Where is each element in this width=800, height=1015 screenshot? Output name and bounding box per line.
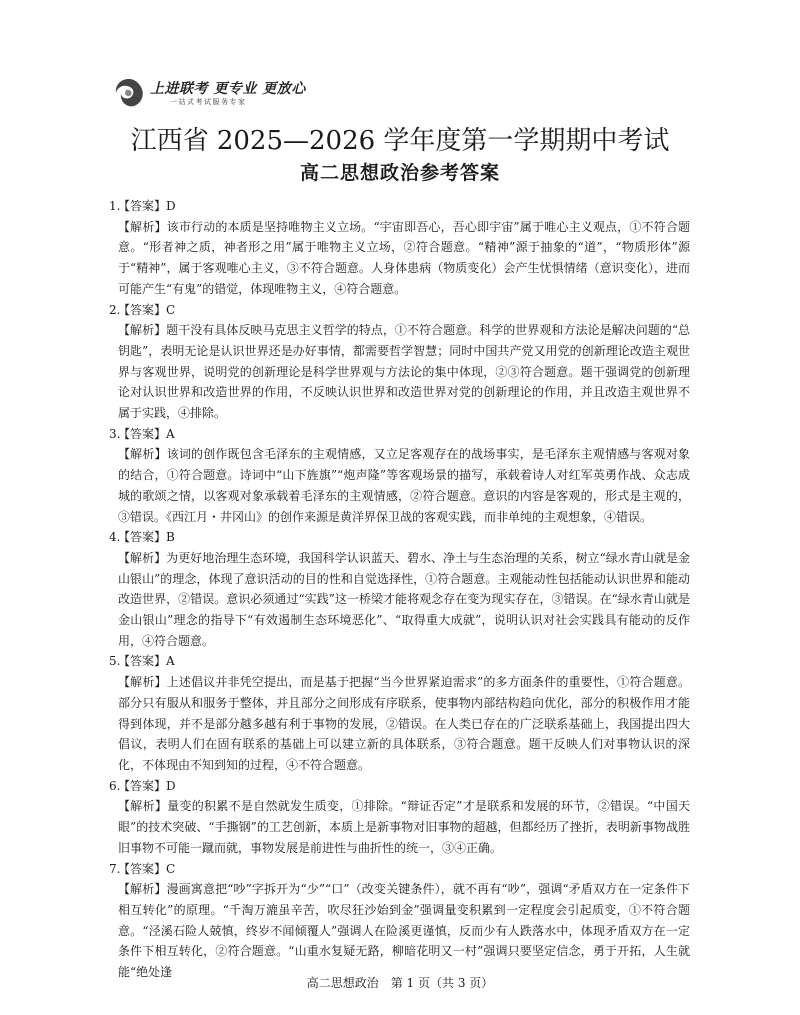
answer-item	[109, 651, 690, 775]
question-number: 3.	[109, 426, 121, 441]
document-title: 江西省 2025—2026 学年度第一学期期中考试	[130, 126, 670, 156]
answer-item	[109, 300, 690, 424]
answer-label: 【答案】A	[118, 654, 175, 669]
answer-explanation: 【解析】上述倡议并非凭空提出，而是基于把握“当今世界紧迫需求”的多方面条件的重要性，①符合题意。部分只有服从和服务于整体，并且部分之间形成有序联系，使事物内部结构趋向优化，部分的积极作用才能得到体现，并不是部分越多越有利于事物的发展，②错误。在人类已存在的广泛联系基础上，我国提出四大倡议，表明人们在固有联系的基础上可以建立新的具体联系，③符合题意。题干反映人们对事物认识的深化，不体现由不知到知的过程，④不符合题意。	[118, 675, 690, 772]
answer-label: 【答案】B	[118, 530, 175, 545]
question-number: 4.	[109, 530, 121, 545]
answer-item	[109, 776, 690, 859]
question-number: 6.	[109, 778, 121, 793]
answer-explanation: 【解析】题干没有具体反映马克思主义哲学的特点，①不符合题意。科学的世界观和方法论是解决问题的“总钥匙”，表明无论是认识世界还是办好事情，都需要哲学智慧；同时中国共产党又用党的创新理论改造主观世界与客观世界，说明党的创新理论是科学世界观与方法论的集中体现，②③符合题意。题干强调党的创新理论对认识世界和改造世界的作用，不反映认识世界和改造世界对党的创新理论的作用，并且改造主观世界不属于实践，④排除。	[118, 323, 690, 421]
publisher-logo	[112, 76, 312, 110]
answer-label: 【答案】C	[118, 302, 176, 317]
answer-explanation: 【解析】该市行动的本质是坚持唯物主义立场。“宇宙即吾心，吾心即宇宙”属于唯心主义观点，①不符合题意。“形者神之质，神者形之用”属于唯物主义立场，②符合题意。“精神”源于抽象的“道”，“物质形体”源于“精神”，属于客观唯心主义，③不符合题意。人身体患病（物质变化）会产生忧惧情绪（意识变化），进而可能产生“有鬼”的错觉，体现唯物主义，④符合题意。	[118, 219, 690, 296]
answer-item	[109, 424, 690, 528]
question-number: 2.	[109, 302, 121, 317]
question-number: 7.	[109, 861, 121, 876]
answer-label: 【答案】C	[118, 861, 176, 876]
answer-label: 【答案】D	[118, 778, 176, 793]
logo-slogan: 上进联考 更专业 更放心	[150, 81, 306, 97]
swirl-logo-icon	[112, 76, 146, 110]
answer-label: 【答案】D	[118, 199, 176, 213]
answer-item	[109, 196, 690, 300]
logo-subline: 一站式考试服务专家	[170, 98, 247, 106]
answer-explanation: 【解析】量变的积累不是自然就发生质变，①排除。“辩证否定”才是联系和发展的环节，②错误。“中国天眼”的技术突破、“手撕钢”的工艺创新，本质上是新事物对旧事物的超越，但都经历了挫折，表明新事物战胜旧事物不可能一蹴而就，事物发展是前进性与曲折性的统一，③④正确。	[118, 799, 690, 855]
answer-label: 【答案】A	[118, 426, 175, 441]
question-number: 5.	[109, 654, 121, 669]
question-number: 1.	[109, 199, 121, 213]
answer-item	[109, 859, 690, 983]
document-subtitle: 高二思想政治参考答案	[299, 162, 500, 184]
answer-explanation: 【解析】漫画寓意把“吵”字拆开为“少”“口”（改变关键条件），就不再有“吵”，强调“矛盾双方在一定条件下相互转化”的原理。“千淘万漉虽辛苦，吹尽狂沙始到金”强调量变积累到一定程度会引起质变，①不符合题意。“泾溪石险人兢慎，终岁不闻倾覆人”强调人在险溪更谨慎，反而少有人跌落水中，体现矛盾双方在一定条件下相互转化，②符合题意。“山重水复疑无路，柳暗花明又一村”强调只要坚定信念，勇于开拓，人生就能“绝处逢	[118, 882, 690, 980]
answer-item	[109, 527, 690, 651]
page-footer: 高二思想政治 第 1 页（共 3 页）	[306, 976, 494, 990]
answer-explanation: 【解析】该词的创作既包含毛泽东的主观情感，又立足客观存在的战场事实，是毛泽东主观情感与客观对象的结合，①符合题意。诗词中“山下旌旗”“炮声隆”等客观场景的描写，承载着诗人对红军英勇作战、众志成城的歌颂之情，以客观对象承载着毛泽东的主观情感，②符合题意。意识的内容是客观的，形式是主观的，③错误。《西江月・井冈山》的创作来源是黄洋界保卫战的客观实践，而非单纯的主观想象，④错误。	[118, 447, 690, 524]
answer-explanation: 【解析】为更好地治理生态环境，我国科学认识蓝天、碧水、净土与生态治理的关系，树立“绿水青山就是金山银山”的理念，体现了意识活动的目的性和自觉选择性，①符合题意。主观能动性包括能动认识世界和能动改造世界，②错误。意识必须通过“实践”这一桥梁才能将观念存在变为现实存在，③错误。在“绿水青山就是金山银山”理念的指导下“有效遏制生态环境恶化”、“取得重大成就”，说明认识对社会实践具有能动的反作用，④符合题意。	[118, 550, 690, 648]
answer-list	[109, 196, 690, 983]
